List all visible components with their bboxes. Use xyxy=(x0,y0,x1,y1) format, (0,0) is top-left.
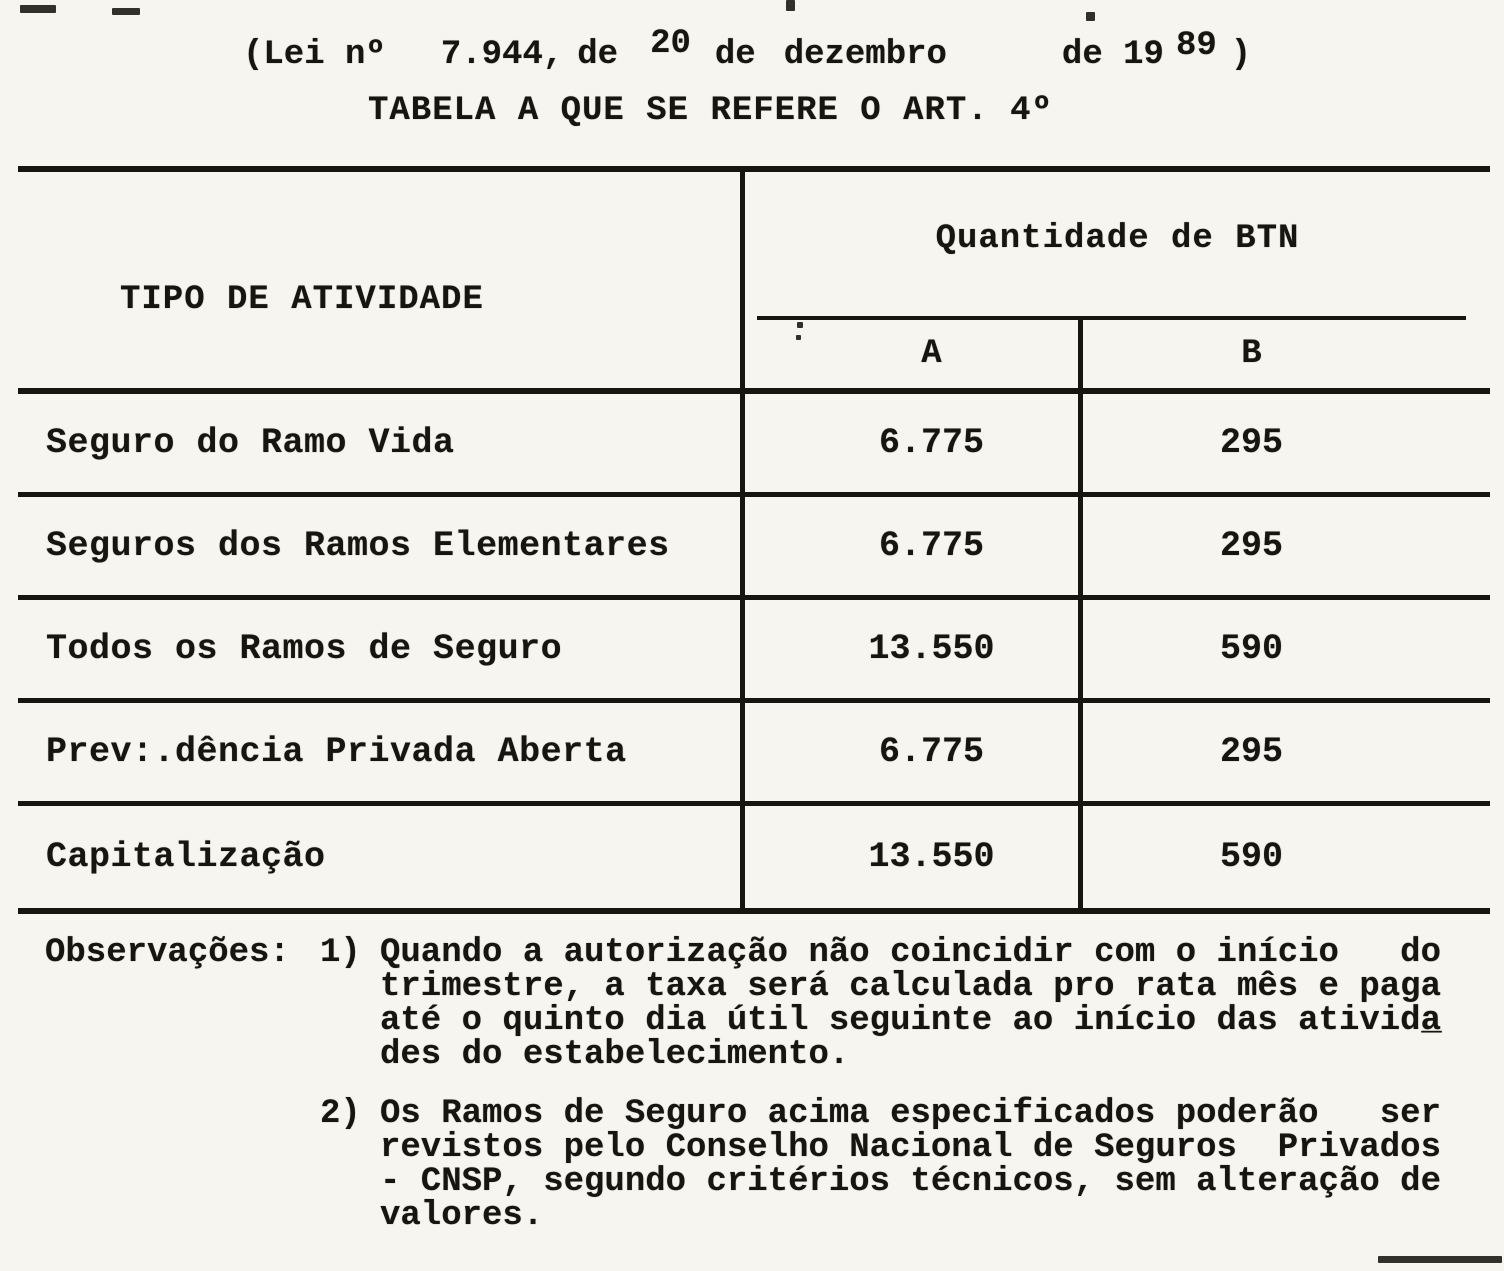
observations-section xyxy=(45,936,1485,1233)
observation-text xyxy=(380,936,1485,1072)
value-b-cell: 295 xyxy=(1078,703,1490,801)
column-header-b: B xyxy=(1078,320,1490,388)
observation-line: Quando a autorização não coincidir com o início do xyxy=(380,934,1441,972)
value-a-cell: 6.775 xyxy=(740,394,1078,492)
column-header-tipo-de-atividade: TIPO DE ATIVIDADE xyxy=(120,281,484,319)
scan-speck xyxy=(20,5,56,13)
observation-item-1 xyxy=(45,936,1485,1072)
table-header xyxy=(18,172,1490,394)
observation-line: até o quinto dia útil seguinte ao início das ativida̲ xyxy=(380,1002,1441,1040)
scan-speck xyxy=(112,8,140,15)
observation-line: revistos pelo Conselho Nacional de Seguros Privados xyxy=(380,1129,1441,1167)
observation-line: Os Ramos de Seguro acima especificados poderão ser xyxy=(380,1095,1441,1133)
activity-cell: Capitalização xyxy=(46,837,326,877)
law-year: 89 xyxy=(1175,27,1217,65)
subcolumn-headers xyxy=(745,320,1490,388)
law-month: dezembro xyxy=(783,36,947,74)
law-de-2: de xyxy=(714,36,756,74)
law-prefix: (Lei nº xyxy=(243,36,386,74)
group-header-quantidade-de-btn: Quantidade de BTN xyxy=(935,220,1300,258)
law-number: 7.944, xyxy=(440,36,564,74)
scan-speck xyxy=(786,0,795,11)
observation-line: - CNSP, segundo critérios técnicos, sem alteração de xyxy=(380,1163,1441,1201)
observation-item-2 xyxy=(320,1097,1485,1233)
value-b-cell: 295 xyxy=(1078,394,1490,492)
column-header-a: A xyxy=(921,335,942,373)
law-close-paren: ) xyxy=(1230,36,1252,74)
observation-text xyxy=(380,1097,1485,1233)
value-b-cell: 590 xyxy=(1078,600,1490,698)
observation-number: 1) xyxy=(320,934,361,972)
activity-cell: Prev:.dência Privada Aberta xyxy=(46,732,627,772)
value-b-cell: 295 xyxy=(1078,497,1490,595)
table-row xyxy=(18,600,1490,703)
document-title: TABELA A QUE SE REFERE O ART. 4º xyxy=(368,92,1053,130)
activity-cell: Todos os Ramos de Seguro xyxy=(46,629,563,669)
activity-cell: Seguros dos Ramos Elementares xyxy=(46,526,670,566)
observation-line: trimestre, a taxa será calculada pro rata mês e paga xyxy=(380,968,1441,1006)
law-de-1: de xyxy=(577,36,619,74)
value-a-cell: 13.550 xyxy=(740,806,1078,908)
observations-label: Observações: xyxy=(45,934,290,972)
table-row xyxy=(18,703,1490,806)
table-row xyxy=(18,806,1490,914)
column-group-quantidade-btn xyxy=(740,172,1490,388)
scan-mark-bottom-right xyxy=(1378,1256,1502,1263)
value-a-cell: 6.775 xyxy=(740,497,1078,595)
value-a-cell: 13.550 xyxy=(740,600,1078,698)
activity-cell: Seguro do Ramo Vida xyxy=(46,423,455,463)
observation-number: 2) xyxy=(320,1095,361,1133)
table-row xyxy=(18,394,1490,497)
scan-speck xyxy=(1086,12,1095,21)
observation-line: des do estabelecimento. xyxy=(380,1036,850,1074)
law-reference-line xyxy=(243,25,1252,74)
value-a-cell: 6.775 xyxy=(740,703,1078,801)
btn-quantity-table xyxy=(18,166,1490,914)
law-day: 20 xyxy=(650,25,691,63)
law-de-19: de 19 xyxy=(1061,36,1164,74)
observation-line: valores. xyxy=(380,1197,544,1235)
value-b-cell: 590 xyxy=(1078,806,1490,908)
table-row xyxy=(18,497,1490,600)
